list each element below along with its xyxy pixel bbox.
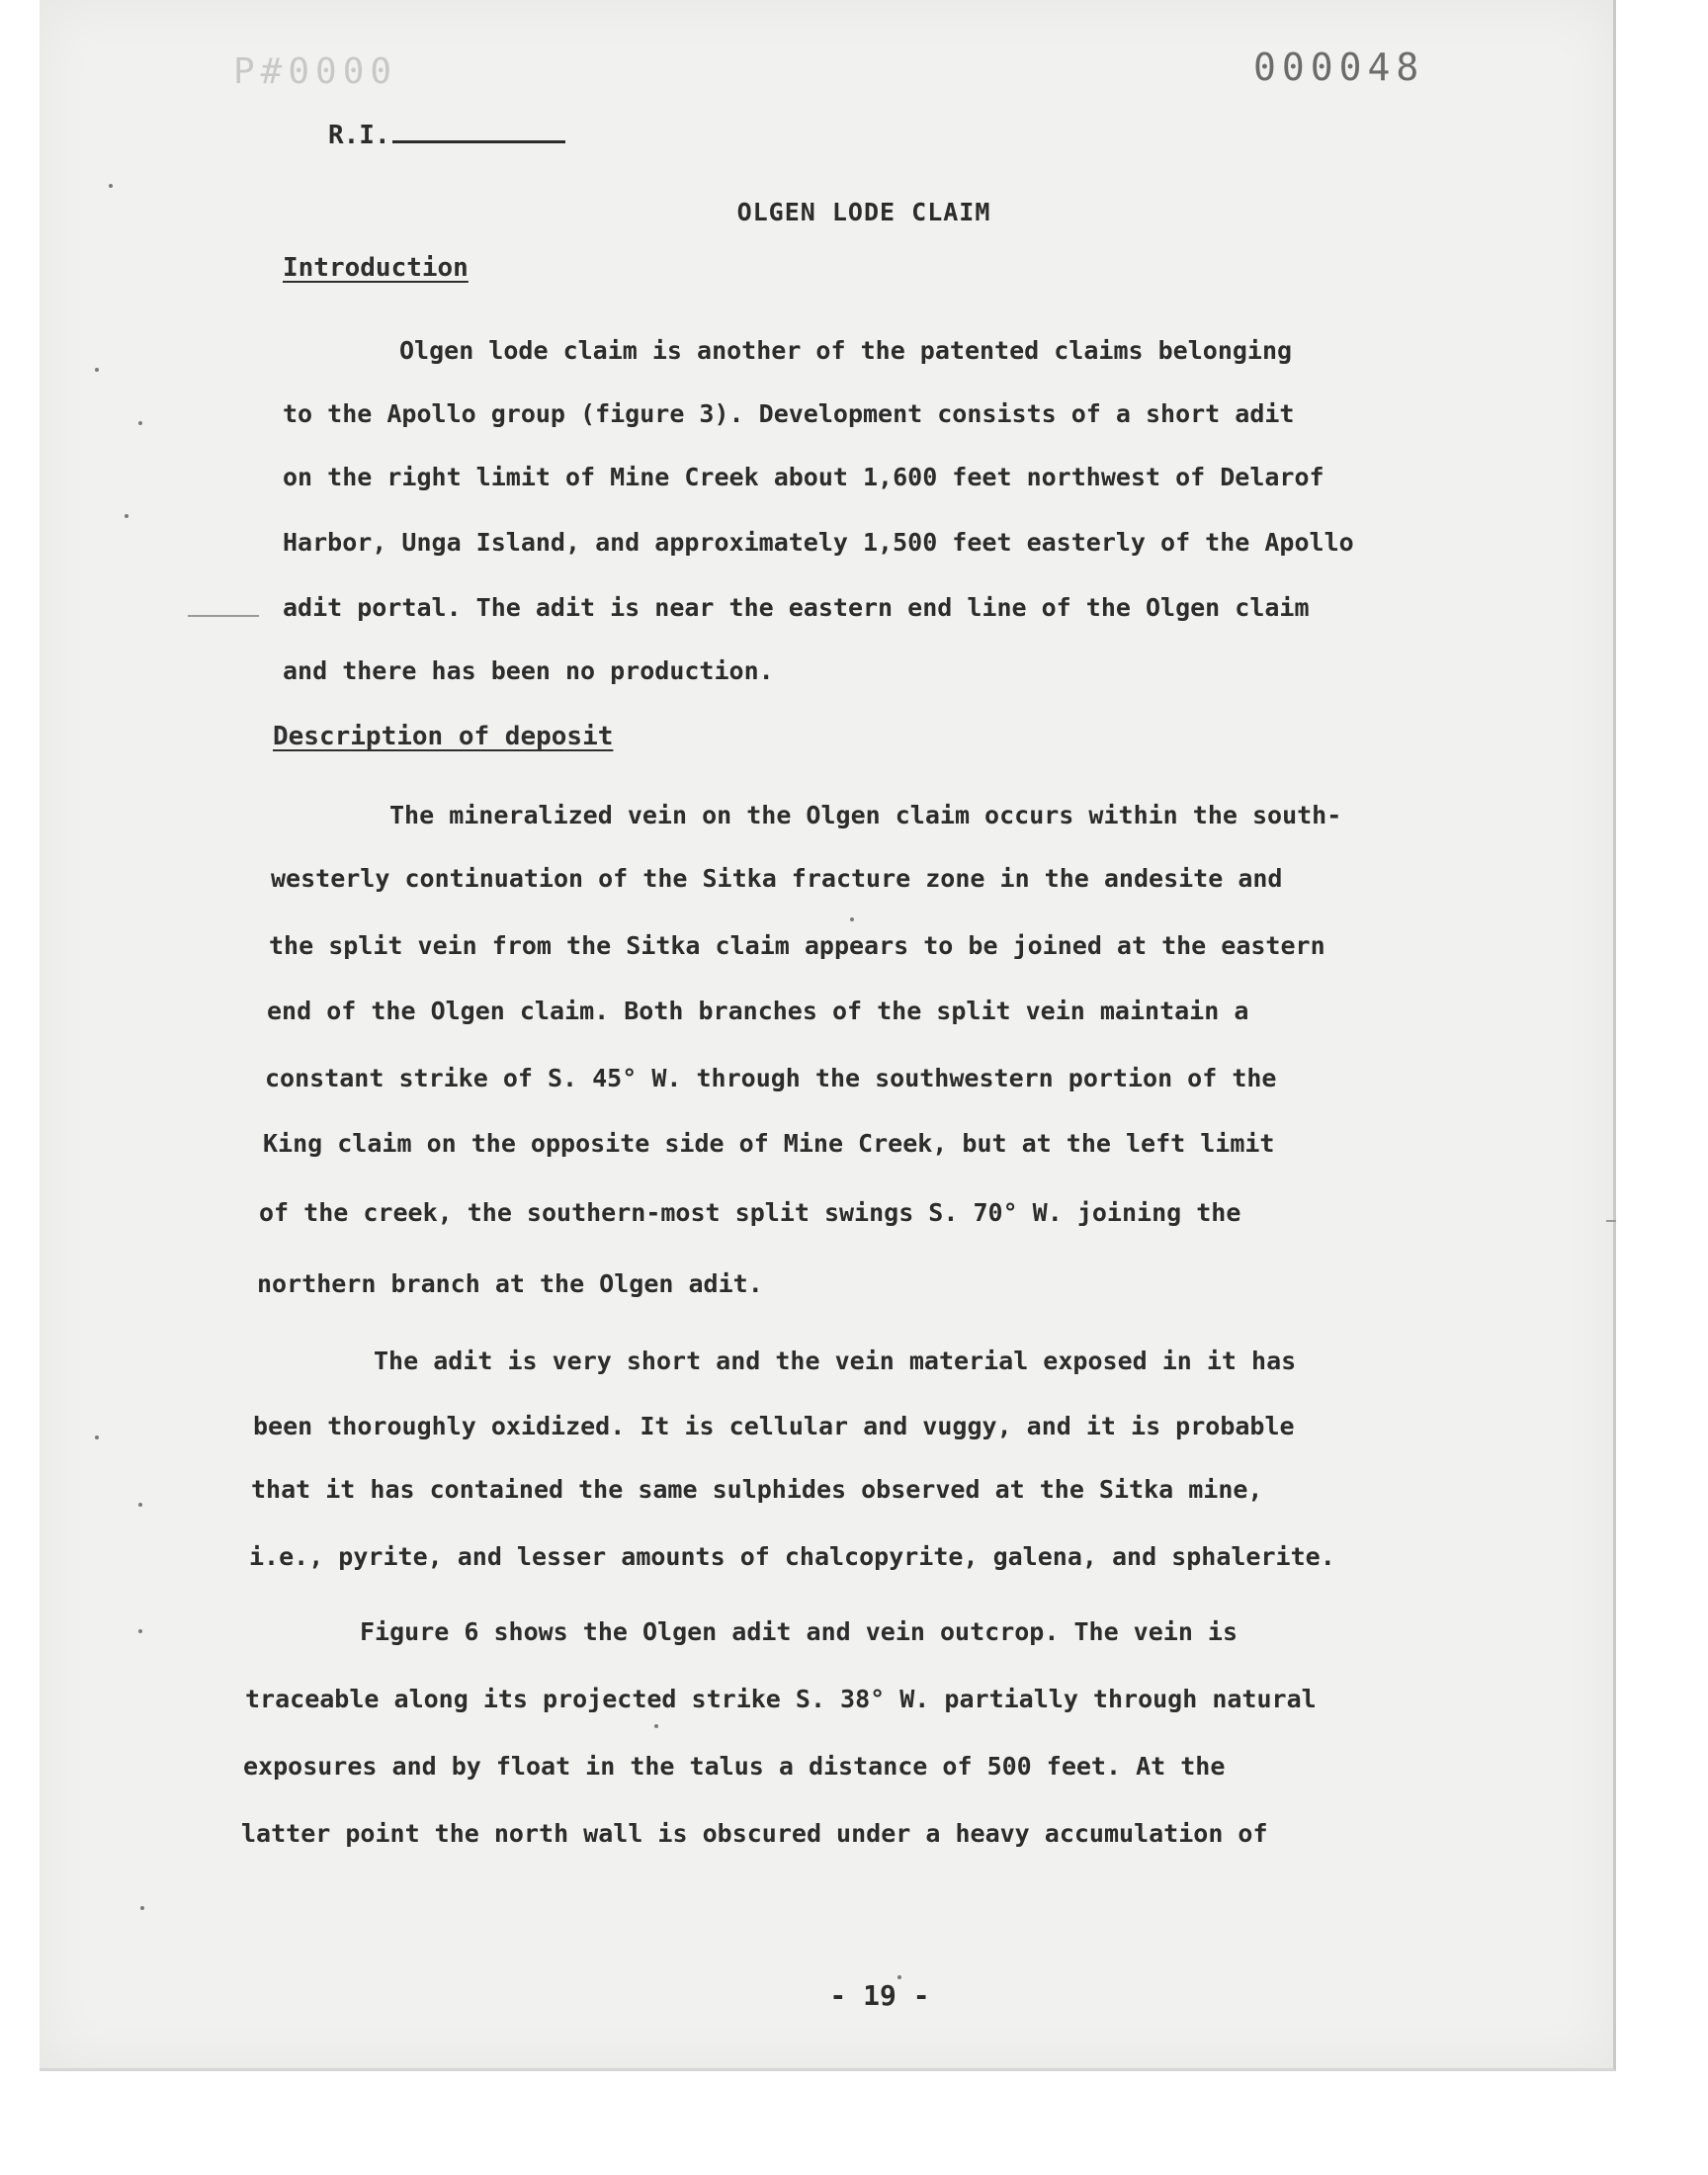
paragraph-line: adit portal. The adit is near the eastern end line of the Olgen claim bbox=[283, 593, 1310, 622]
paragraph-line: on the right limit of Mine Creek about 1,600 feet northwest of Delarof bbox=[283, 463, 1324, 491]
paragraph-line: that it has contained the same sulphides observed at the Sitka mine, bbox=[251, 1475, 1263, 1504]
section-heading-description-of-deposit: Description of deposit bbox=[273, 722, 614, 751]
section-heading-introduction: Introduction bbox=[283, 253, 469, 283]
scan-mark bbox=[188, 615, 259, 617]
paragraph-line: Harbor, Unga Island, and approximately 1,500 feet easterly of the Apollo bbox=[283, 528, 1354, 557]
paragraph-line: latter point the north wall is obscured under a heavy accumulation of bbox=[241, 1819, 1268, 1848]
paragraph-line: and there has been no production. bbox=[283, 656, 774, 685]
scan-speck bbox=[138, 1503, 142, 1507]
scan-speck bbox=[138, 421, 142, 425]
paragraph-line: Figure 6 shows the Olgen adit and vein outcrop. The vein is bbox=[360, 1617, 1238, 1646]
page-title: OLGEN LODE CLAIM bbox=[736, 198, 991, 226]
paragraph-line: exposures and by float in the talus a distance of 500 feet. At the bbox=[243, 1752, 1226, 1781]
ri-blank-line bbox=[392, 140, 565, 143]
paragraph-line: end of the Olgen claim. Both branches of the split vein maintain a bbox=[267, 997, 1249, 1025]
paragraph-line: traceable along its projected strike S. 38° W. partially through natural bbox=[245, 1685, 1317, 1713]
stamp-number: 000048 bbox=[1253, 45, 1425, 89]
scan-speck bbox=[138, 1629, 142, 1633]
paragraph-line: to the Apollo group (figure 3). Development consists of a short adit bbox=[283, 399, 1295, 428]
scan-speck bbox=[897, 1975, 901, 1979]
scan-speck bbox=[140, 1906, 144, 1910]
paragraph-line: The adit is very short and the vein material exposed in it has bbox=[374, 1347, 1297, 1375]
paragraph-line: northern branch at the Olgen adit. bbox=[257, 1269, 763, 1298]
paragraph-line: King claim on the opposite side of Mine Creek, but at the left limit bbox=[263, 1129, 1275, 1158]
document-page bbox=[40, 0, 1616, 2071]
paragraph-line: westerly continuation of the Sitka fracture zone in the andesite and bbox=[271, 864, 1283, 893]
page-number: - 19 - bbox=[829, 1979, 930, 2012]
paragraph-line: of the creek, the southern-most split swings S. 70° W. joining the bbox=[259, 1198, 1241, 1227]
scan-speck bbox=[95, 368, 99, 372]
scan-speck bbox=[109, 184, 113, 188]
ri-label: R.I. bbox=[328, 121, 390, 150]
paragraph-line: constant strike of S. 45° W. through the southwestern portion of the bbox=[265, 1064, 1277, 1092]
paragraph-line: i.e., pyrite, and lesser amounts of chalcopyrite, galena, and sphalerite. bbox=[249, 1542, 1335, 1571]
paragraph-line: The mineralized vein on the Olgen claim occurs within the south- bbox=[389, 801, 1342, 829]
scan-mark bbox=[1606, 1220, 1616, 1222]
scan-speck bbox=[95, 1436, 99, 1439]
scan-speck bbox=[125, 514, 128, 518]
paragraph-line: the split vein from the Sitka claim appears to be joined at the eastern bbox=[269, 931, 1325, 960]
paragraph-line: been thoroughly oxidized. It is cellular and vuggy, and it is probable bbox=[253, 1412, 1295, 1440]
ri-field bbox=[328, 121, 565, 150]
scan-speck bbox=[850, 917, 854, 921]
faint-stamp: P#0000 bbox=[233, 51, 398, 92]
scan-margin bbox=[0, 2071, 1708, 2175]
scan-speck bbox=[654, 1724, 658, 1728]
paragraph-line: Olgen lode claim is another of the patented claims belonging bbox=[399, 336, 1293, 365]
